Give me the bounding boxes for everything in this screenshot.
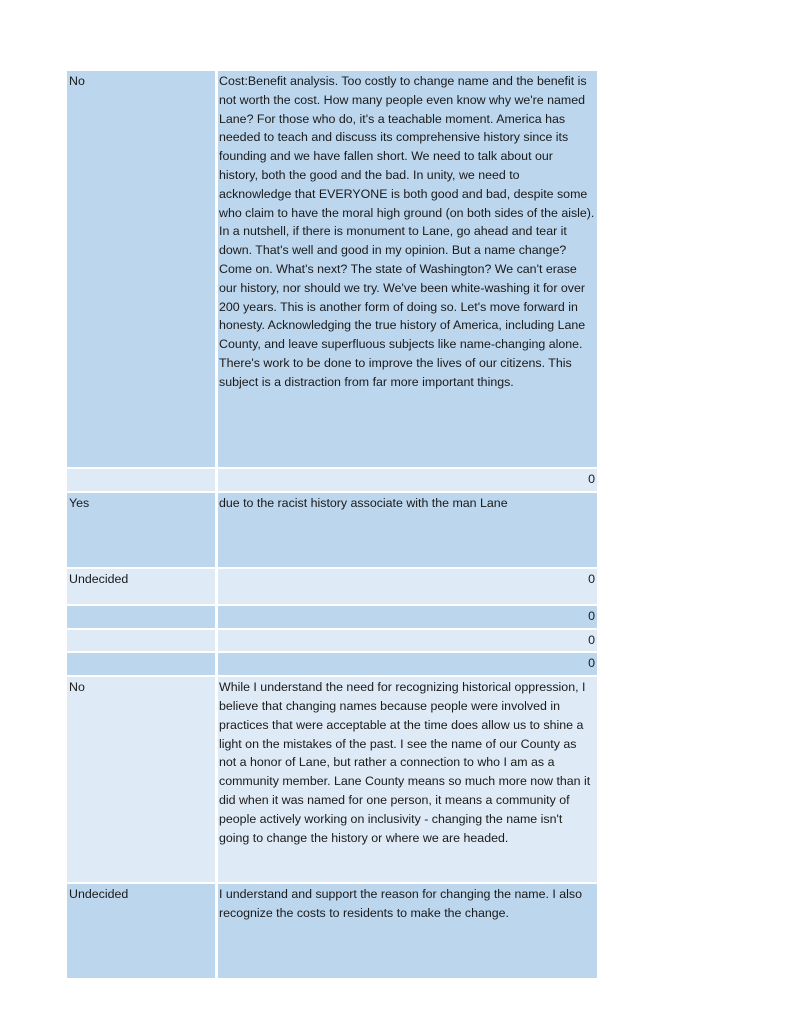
response-cell <box>67 468 217 492</box>
comment-cell: I understand and support the reason for changing the name. I also recognize the costs to residents to make the change. <box>217 883 598 978</box>
comment-cell: 0 <box>217 629 598 653</box>
comment-cell: 0 <box>217 652 598 676</box>
comment-cell: 0 <box>217 468 598 492</box>
table-row <box>67 71 597 468</box>
table-row <box>67 468 597 492</box>
comment-cell: While I understand the need for recognizing historical oppression, I believe that changing names because people were involved in practices that were acceptable at the time does allow us to shine a light on the mistakes of the past. I see the name of our County as not a honor of Lane, but rather a connection to who I am as a community member. Lane County means so much more now than it did when it was named for one person, it means a community of people actively working on inclusivity - changing the name isn't going to change the history or where we are headed. <box>217 676 598 883</box>
comment-cell: Cost:Benefit analysis. Too costly to change name and the benefit is not worth the cost. How many people even know why we're named Lane? For those who do, it's a teachable moment. America has needed to teach and discuss its comprehensive history since its founding and we have fallen short. We need to talk about our history, both the good and the bad. In unity, we need to acknowledge that EVERYONE is both good and bad, despite some who claim to have the moral high ground (on both sides of the aisle). In a nutshell, if there is monument to Lane, go ahead and tear it down. That's well and good in my opinion. But a name change? Come on. What's next? The state of Washington? We can't erase our history, nor should we try. We've been white-washing it for over 200 years. This is another form of doing so. Let's move forward in honesty. Acknowledging the true history of America, including Lane County, and leave superfluous subjects like name-changing alone. There's work to be done to improve the lives of our citizens. This subject is a distraction from far more important things. <box>217 71 598 468</box>
response-cell: Undecided <box>67 568 217 605</box>
comment-cell: 0 <box>217 568 598 605</box>
comment-cell: due to the racist history associate with the man Lane <box>217 492 598 568</box>
response-cell: Undecided <box>67 883 217 978</box>
comment-cell: 0 <box>217 605 598 629</box>
table-row <box>67 676 597 883</box>
table-row <box>67 652 597 676</box>
survey-responses-table <box>67 71 597 978</box>
response-cell: Yes <box>67 492 217 568</box>
response-cell <box>67 629 217 653</box>
table-row <box>67 629 597 653</box>
response-cell: No <box>67 71 217 468</box>
table-row <box>67 492 597 568</box>
table-row <box>67 568 597 605</box>
response-cell <box>67 652 217 676</box>
table-row <box>67 883 597 978</box>
response-cell: No <box>67 676 217 883</box>
response-cell <box>67 605 217 629</box>
table-row <box>67 605 597 629</box>
